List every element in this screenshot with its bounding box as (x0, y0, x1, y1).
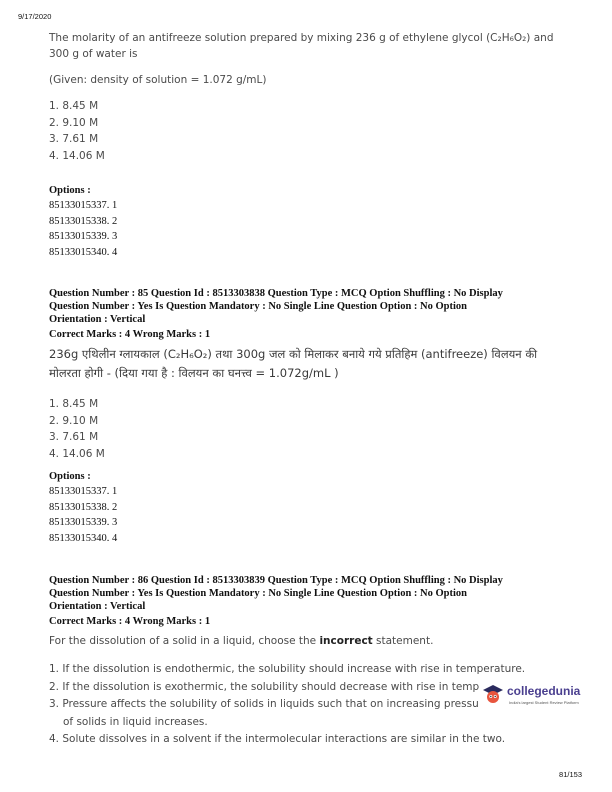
answer-options (49, 396, 537, 462)
option-id: 85133015340. 4 (49, 246, 118, 258)
answer-option: 3. Pressure affects the solubility of solids in liquids such that on increasing pressu (49, 698, 479, 710)
answer-option: 3. 7.61 M (49, 431, 99, 443)
stem-text: For the dissolution of a solid in a liquid, choose the (49, 635, 320, 647)
print-date: 9/17/2020 (18, 12, 52, 21)
option-id: 85133015338. 2 (49, 215, 118, 227)
options-label: Options : (49, 471, 91, 482)
page-number: 81/153 (559, 770, 582, 779)
answer-option-continuation: of solids in liquid increases. (63, 715, 208, 728)
stem-text: statement. (372, 635, 434, 647)
meta-line: Question Number : 85 Question Id : 8513303838 Question Type : MCQ Option Shuffling : No Display (49, 288, 503, 299)
meta-line: Orientation : Vertical (49, 314, 146, 325)
answer-option: 4. 14.06 M (49, 149, 105, 162)
option-ids-block-85 (49, 469, 117, 546)
answer-option: 4. 14.06 M (49, 447, 105, 460)
question-block-85 (49, 345, 537, 462)
option-id: 85133015337. 1 (49, 486, 118, 497)
collegedunia-watermark (481, 680, 591, 714)
mascot-logo-icon (481, 682, 505, 706)
brand-tagline: India's largest Student Review Platform (509, 700, 579, 705)
option-id: 85133015339. 3 (49, 231, 118, 242)
answer-option: 1. 8.45 M (49, 100, 99, 112)
answer-option: 1. 8.45 M (49, 398, 99, 410)
question-stem-hindi: मोलरता होगी - (दिया गया है : विलयन का घनत्त्व = 1.072g/mL ) (49, 366, 339, 380)
option-id-list (49, 198, 117, 260)
option-id: 85133015340. 4 (49, 532, 118, 544)
options-label: Options : (49, 185, 91, 196)
option-id: 85133015338. 2 (49, 501, 118, 513)
marks-line: Correct Marks : 4 Wrong Marks : 1 (49, 329, 211, 340)
option-id: 85133015339. 3 (49, 517, 118, 528)
answer-option: 3. 7.61 M (49, 133, 99, 145)
question-stem-hindi: 236g एथिलीन ग्लायकाल (C₂H₆O₂) तथा 300g जल को मिलाकर बनाये गये प्रतिहिम (antifreeze) विलयन की (49, 347, 538, 361)
meta-line: Question Number : Yes Is Question Mandatory : No Single Line Question Option : No Option (49, 301, 468, 312)
answer-options (49, 98, 569, 164)
answer-option: 2. If the dissolution is exothermic, the solubility should decrease with rise in temp (49, 680, 480, 693)
meta-line: Question Number : 86 Question Id : 8513303839 Question Type : MCQ Option Shuffling : No Display (49, 575, 503, 586)
question-block-1 (49, 30, 569, 164)
question-meta-85 (49, 287, 584, 341)
marks-line: Correct Marks : 4 Wrong Marks : 1 (49, 616, 211, 627)
given-note: (Given: density of solution = 1.072 g/mL) (49, 74, 267, 86)
meta-line: Orientation : Vertical (49, 601, 146, 612)
brand-name: collegedunia (507, 684, 581, 698)
stem-emphasis: incorrect (319, 635, 373, 647)
option-id-list (49, 484, 117, 546)
answer-option: 2. 9.10 M (49, 414, 99, 427)
answer-option: 2. 9.10 M (49, 116, 99, 129)
option-id: 85133015337. 1 (49, 200, 118, 211)
question-stem (49, 633, 559, 649)
answer-option: 1. If the dissolution is endothermic, the solubility should increase with rise in temperature. (49, 663, 526, 675)
meta-line: Question Number : Yes Is Question Mandatory : No Single Line Question Option : No Option (49, 588, 468, 599)
question-meta-86 (49, 574, 584, 628)
option-ids-block-1 (49, 183, 117, 260)
question-stem: The molarity of an antifreeze solution prepared by mixing 236 g of ethylene glycol (C₂H₆O₂) and 300 g of water is (49, 32, 554, 60)
answer-option: 4. Solute dissolves in a solvent if the intermolecular interactions are similar in the two. (49, 733, 506, 745)
